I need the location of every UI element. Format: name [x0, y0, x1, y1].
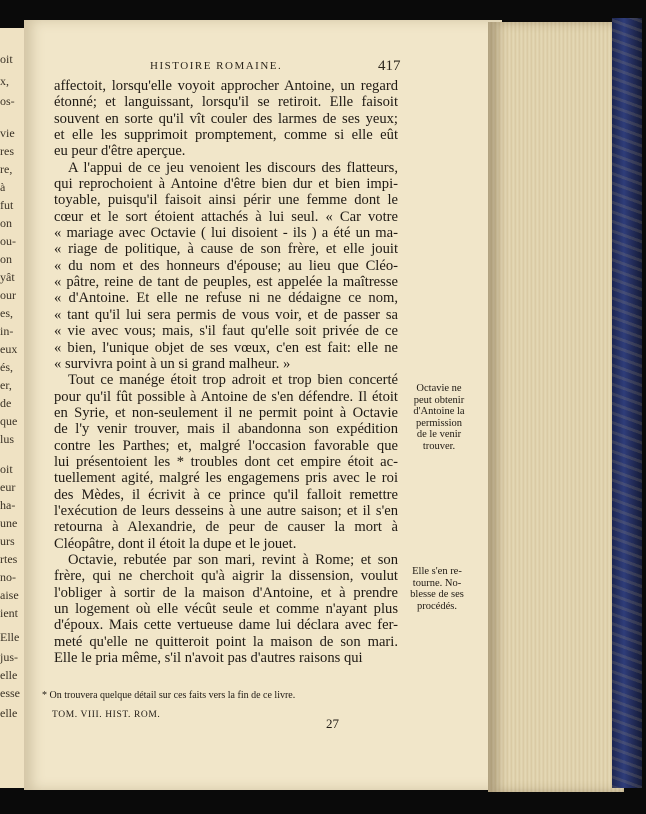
text-line: toyable, puisqu'il faisoit ainsi périr une femme dont le — [54, 192, 398, 209]
text-line: « tant qu'il lui sera permis de vous voir, et de passer sa — [54, 306, 398, 323]
left-page-fragment: une — [0, 516, 18, 530]
left-page-fragment: esse — [0, 686, 20, 700]
left-page-fragment: fut — [0, 198, 14, 212]
marginal-note-line: blesse de ses — [410, 589, 464, 600]
left-page-fragment: os- — [0, 94, 15, 108]
left-page-fragment: és, — [0, 360, 13, 374]
running-header: HISTOIRE ROMAINE. — [150, 60, 283, 72]
marginal-note-line: d'Antoine la — [413, 406, 465, 417]
left-page-fragment: in- — [0, 324, 14, 338]
text-line: frère, qui ne cherchoit qu'à aigrir la dissension, voulut — [54, 568, 398, 585]
text-line: Cléopâtre, dont il étoit la dupe et le jouet. — [54, 535, 297, 552]
left-page-fragment: elle — [0, 706, 18, 720]
footnote: * On trouvera quelque détail sur ces faits vers la fin de ce livre. — [42, 690, 296, 701]
text-line: pour qu'il fût possible à Antoine de s'en défendre. Il étoit — [54, 388, 398, 405]
left-page-edge — [0, 28, 27, 788]
text-line: eu peur d'être aperçue. — [54, 143, 186, 160]
text-line: « pâtre, reine de tant de peuples, est appelée la maîtresse — [54, 274, 398, 291]
left-page-fragment: our — [0, 288, 16, 302]
marginal-note-line: tourne. No- — [412, 577, 462, 589]
text-line: lui présentoient les * troubles dont cet empire étoit ac- — [54, 453, 398, 470]
text-line: meté qu'elle ne quitteroit point la maison de son mari. — [54, 633, 398, 650]
left-page-fragment: er, — [0, 378, 12, 392]
marginal-note-line: peut obtenir — [413, 394, 465, 406]
text-line: en Syrie, et non-seulement il ne permit point à Octavie — [54, 404, 398, 421]
text-line: contre les Parthes; et, malgré l'occasion favorable que — [54, 437, 398, 454]
marginal-note-line: procédés. — [417, 600, 457, 612]
left-page-fragment: rtes — [0, 552, 18, 566]
text-line: « mariage avec Octavie ( lui disoient - ils ) a été un ma- — [54, 225, 398, 242]
text-line: « vie avec vous; mais, s'il faut qu'elle soit privée de ce — [54, 323, 398, 340]
left-page-fragment: eux — [0, 342, 18, 356]
text-line: un logement où elle vécût seule et comme n'ayant plus — [54, 601, 398, 617]
marginal-note-line: Octavie ne — [416, 383, 462, 394]
left-page-fragment: yât — [0, 270, 15, 284]
text-line: « d'Antoine. Et elle ne refuse ni ne dédaigne ce nom, — [54, 290, 398, 307]
page-edges — [488, 22, 624, 792]
left-page-fragment: on — [0, 252, 12, 266]
left-page-fragment: oit — [0, 462, 13, 476]
text-line: « bien, l'unique objet de ses vœux, c'en est fait: elle ne — [54, 339, 398, 356]
text-line: « du nom et des honneurs d'épouse; au lieu que Cléo- — [54, 257, 398, 274]
left-page-fragment: x, — [0, 74, 9, 88]
text-line: qui reprochoient à Antoine d'être bien dur et bien impi- — [54, 176, 398, 193]
left-page-fragment: oit — [0, 52, 13, 66]
text-line: l'obliger à sortir de la maison d'Antoine, et à prendre — [54, 584, 398, 601]
text-line: souvent en sorte qu'il vît couler des larmes de ses yeux; — [54, 110, 398, 127]
left-page-fragment: urs — [0, 534, 15, 548]
text-line: « survivra point à un si grand malheur. » — [54, 355, 291, 372]
marginal-note — [396, 383, 482, 452]
left-page-fragment: Elle — [0, 630, 20, 644]
marginal-note-line: Elle s'en re- — [412, 566, 462, 577]
text-line: des Mèdes, il écrivit à ce prince qu'il falloit remettre — [54, 486, 398, 503]
text-line: Octavie, rebutée par son mari, revint à Rome; et son — [68, 551, 398, 568]
marginal-note-line: permission — [415, 417, 463, 429]
signature-mark: TOM. VIII. HIST. ROM. — [52, 710, 161, 720]
left-page-fragment: elle — [0, 668, 18, 682]
text-line: cœur et le sort étoient attachés à lui seul. « Car votre — [54, 208, 398, 225]
left-page-fragment: que — [0, 414, 18, 428]
marginal-note-line: trouver. — [422, 440, 456, 452]
text-line: et elle les supprimoit promptement, comme si elle eût — [54, 127, 398, 144]
left-page-fragment: à — [0, 180, 6, 194]
text-line: affectoit, lorsqu'elle voyoit approcher Antoine, un regard — [54, 78, 398, 94]
book-cover — [612, 18, 642, 788]
marginal-note-line: de le venir — [416, 429, 462, 440]
text-line: tuellement agité, malgré les engagemens pris avec le roi — [54, 470, 398, 487]
left-page-fragment: eur — [0, 480, 16, 494]
body-text — [54, 78, 398, 666]
marginal-note — [394, 566, 480, 612]
left-page-fragment: ha- — [0, 498, 16, 512]
left-page-fragment: es, — [0, 306, 13, 320]
text-line: retourna à Alexandrie, de peur de causer la mort à — [54, 519, 398, 536]
text-line: Elle le pria même, s'il n'avoit pas d'autres raisons qui — [54, 650, 363, 667]
left-page-fragment: re, — [0, 162, 13, 176]
text-line: l'exécution de leurs desseins à une autre saison; et il s'en — [54, 502, 398, 519]
left-page-fragment: de — [0, 396, 12, 410]
left-page-fragment: res — [0, 144, 14, 158]
text-line: « riage de politique, à cause de son frère, et elle jouit — [54, 241, 398, 258]
signature-number: 27 — [326, 716, 339, 731]
text-line: d'époux. Mais cette vertueuse dame lui déclara avec fer- — [54, 617, 398, 634]
left-page-fragment: vie — [0, 126, 15, 140]
left-page-fragment: lus — [0, 432, 15, 446]
text-line: de l'y venir trouver, mais il abandonna son expédition — [54, 421, 398, 438]
left-page-fragment: aise — [0, 588, 19, 602]
left-page-fragment: no- — [0, 570, 16, 584]
page-number: 417 — [378, 58, 401, 74]
text-line: A l'appui de ce jeu venoient les discours des flatteurs, — [68, 159, 398, 176]
left-page-fragment: jus- — [0, 650, 18, 664]
left-page-fragment: on — [0, 216, 12, 230]
text-line: étonné; et languissant, lorsqu'il se retiroit. Elle faisoit — [54, 94, 398, 111]
text-line: Tout ce manége étoit trop adroit et trop bien concerté — [68, 372, 398, 389]
left-page-fragment: ou- — [0, 234, 16, 248]
left-page-fragment: ient — [0, 606, 18, 620]
